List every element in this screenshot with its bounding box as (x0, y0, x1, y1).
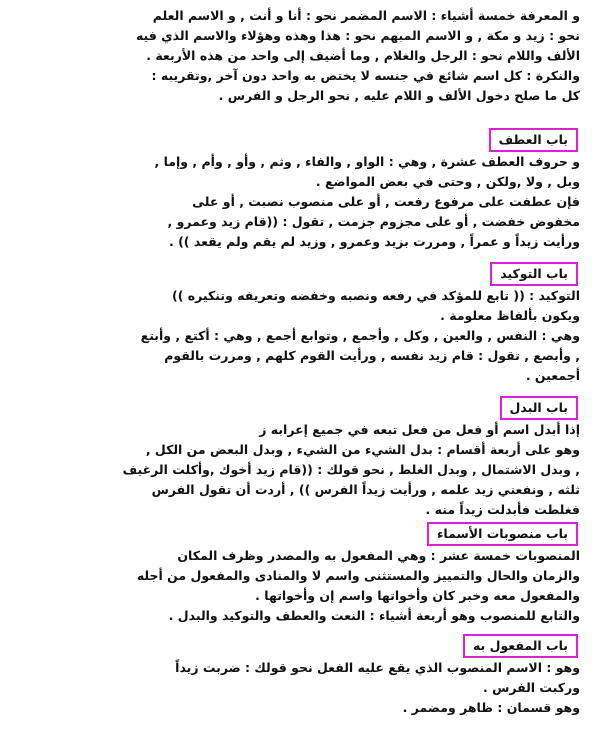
text-line: التوكيد : (( تابع للمؤكد في رفعه ونصبه وخفضه وتعريفه وتنكيره )) (172, 288, 580, 303)
text-line: أجمعين . (525, 368, 580, 383)
section-heading-atf: باب العطف (489, 128, 578, 152)
text-line: فإن عطفت على مرفوع رفعت , أو على منصوب نصبت , أو على (192, 194, 580, 209)
section-body-atf (70, 152, 580, 252)
text-line: والتابع للمنصوب وهو أربعة أشياء : النعت والعطف والتوكيد والبدل . (168, 608, 580, 623)
text-line: إذا أبدل اسم أو فعل من فعل تبعه في جميع إعرابه ز (259, 422, 580, 437)
text-line: والمفعول معه وخبر كان وأخواتها واسم إن وأخواتها . (255, 588, 580, 603)
text-line: وبل , ولا ,ولكن , وحتى في بعض المواضع . (315, 174, 580, 189)
section-heading-tawkid: باب التوكيد (490, 262, 578, 286)
text-line: , وأبصع , تقول : قام زيد نفسه , ورأيت القوم كلهم , ومررت بالقوم (164, 348, 580, 363)
text-line: وهي : النفس , والعين , وكل , وأجمع , وتوابع أجمع , وهي : أكتع , وأبتع (140, 328, 580, 343)
text-line: وهو : الاسم المنصوب الذي يقع عليه الفعل نحو قولك : ضربت زيداً (175, 660, 580, 675)
text-line: الألف واللام نحو : الرجل والغلام , وما أضيف إلى واحد من هذه الأربعة . (146, 48, 580, 63)
text-line: المنصوبات خمسة عشر : وهي المفعول به والمصدر وظرف المكان (177, 548, 580, 563)
section-heading-mansubat: باب منصوبات الأسماء (427, 522, 578, 546)
section-body-mansubat (70, 546, 580, 626)
text-line: و حروف العطف عشرة , وهي : الواو , والفاء , وثم , وأو , وأم , وإما , (154, 154, 580, 169)
text-line: كل ما صلح دخول الألف و اللام عليه , نحو الرجل و الفرس . (218, 88, 580, 103)
text-line: وهو على أربعة أقسام : بدل الشيء من الشيء , وبدل البعض من الكل , (145, 442, 580, 457)
section-body-tawkid (70, 286, 580, 386)
text-line: و المعرفة خمسة أشياء : الاسم المضمر نحو : أنا و أنت , و الاسم العلم (152, 8, 580, 23)
text-line: والزمان والحال والتمييز والمستثنى واسم لا والمنادى والمفعول من أجله (136, 568, 580, 583)
text-line: , وبدل الاشتمال , وبدل الغلط , نحو قولك : ((قام زيد أخوك ,وأكلت الرغيف (122, 462, 580, 477)
text-line: نحو : زيد و مكة , و الاسم المبهم نحو : هذا وهذه وهؤلاء والاسم الذي فيه (135, 28, 580, 43)
section-body-badal (70, 420, 580, 520)
section-heading-mafool-bih: باب المفعول به (463, 634, 578, 658)
text-line: وركبت الفرس . (482, 680, 580, 695)
text-line: فغلطت فأبدلت زيداً منه . (425, 502, 580, 517)
section-heading-badal: باب البدل (500, 396, 578, 420)
intro-paragraph (70, 6, 580, 106)
text-line: وهو قسمان : ظاهر ومضمر . (402, 700, 580, 715)
text-line: ورأيت زيداً و عمراً , ومررت بزيد وعمرو , وزيد لم يقم ولم يقعد )) . (168, 234, 580, 249)
text-line: مخفوض خفضت , أو على مجزوم جزمت , تقول : ((قام زيد وعمرو , (167, 214, 580, 229)
text-line: ويكون بألفاظ معلومة . (440, 308, 580, 323)
text-line: والنكرة : كل اسم شائع في جنسه لا يختص به واحد دون آخر ,وتقريبه : (151, 68, 580, 83)
text-line: ثلثه , ونفعني زيد علمه , ورأيت زيداً الفرس )) , أردت أن تقول الفرس (151, 482, 580, 497)
section-body-mafool-bih (70, 658, 580, 718)
